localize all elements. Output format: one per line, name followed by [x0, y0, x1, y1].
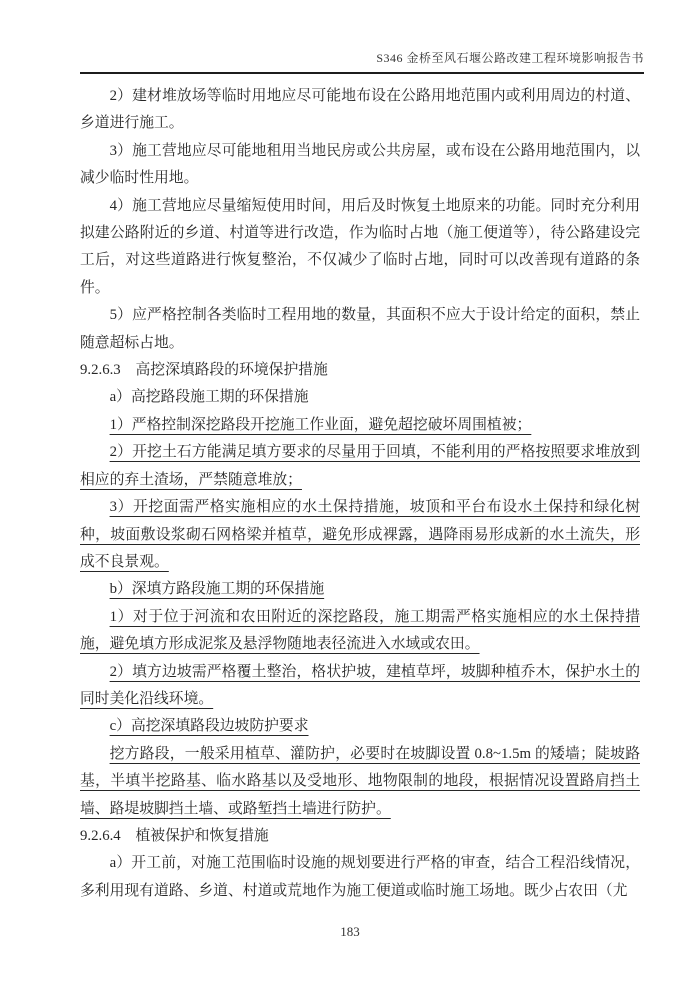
paragraph: 2）建材堆放场等临时用地应尽可能地布设在公路用地范围内或利用周边的村道、乡道进行施工。	[80, 88, 640, 132]
paragraph: 2）开挖土石方能满足填方要求的尽量用于回填，不能利用的严格按照要求堆放到相应的弃土渣场，严禁随意堆放；	[80, 444, 640, 488]
page-number: 183	[340, 924, 360, 939]
paragraph: 3）开挖面需严格实施相应的水土保持措施，坡顶和平台布设水土保持和绿化树种，坡面敷设浆砌石网格梁并植草，避免形成裸露，遇降雨易形成新的水土流失，形成不良景观。	[80, 499, 640, 570]
page-footer	[0, 924, 700, 940]
page-header	[80, 50, 644, 72]
paragraph: b）深填方路段施工期的环保措施	[109, 581, 325, 598]
paragraph: c）高挖深填路段边坡防护要求	[109, 718, 309, 735]
paragraph: 1）对于位于河流和农田附近的深挖路段，施工期需严格实施相应的水土保持措施，避免填方形成泥浆及悬浮物随地表径流进入水域或农田。	[80, 608, 640, 653]
paragraph: 5）应严格控制各类临时工程用地的数量，其面积不应大于设计给定的面积，禁止随意超标占地。	[80, 307, 640, 351]
section-heading: 9.2.6.4 植被保护和恢复措施	[80, 827, 269, 844]
paragraph: 1）严格控制深挖路段开挖施工作业面，避免超挖破坏周围植被；	[109, 416, 532, 433]
section-heading: 9.2.6.3 高挖深填路段的环境保护措施	[80, 362, 328, 379]
paragraph: 4）施工营地应尽量缩短使用时间，用后及时恢复土地原来的功能。同时充分利用拟建公路附近的乡道、村道等进行改造，作为临时占地（施工便道等），待公路建设完工后，对这些道路进行恢复整治，不仅减少了临时占地，同时可以改善现有道路的条件。	[80, 197, 640, 296]
document-body	[80, 83, 640, 905]
report-title: S346 金桥至风石堰公路改建工程环境影响报告书	[376, 51, 644, 65]
paragraph: 3）施工营地应尽可能地租用当地民房或公共房屋，或布设在公路用地范围内，以减少临时性用地。	[80, 142, 640, 187]
paragraph: a）开工前，对施工范围临时设施的规划要进行严格的审查，结合工程沿线情况，多利用现有道路、乡道、村道或荒地作为施工便道或临时施工场地。既少占农田（尤	[80, 855, 640, 899]
paragraph: a）高挖路段施工期的环保措施	[109, 389, 309, 406]
header-rule	[80, 72, 644, 74]
paragraph: 挖方路段，一般采用植草、灌防护，必要时在坡脚设置 0.8~1.5m 的矮墙；陡坡路基，半填半挖路基、临水路基以及受地形、地物限制的地段，根据情况设置路肩挡土墙、路堤坡脚挡土墙、或路堑挡土墙进行防护。	[80, 745, 640, 817]
paragraph: 2）填方边坡需严格覆土整治，格状护坡，建植草坪，坡脚种植乔木，保护水土的同时美化沿线环境。	[80, 663, 640, 707]
